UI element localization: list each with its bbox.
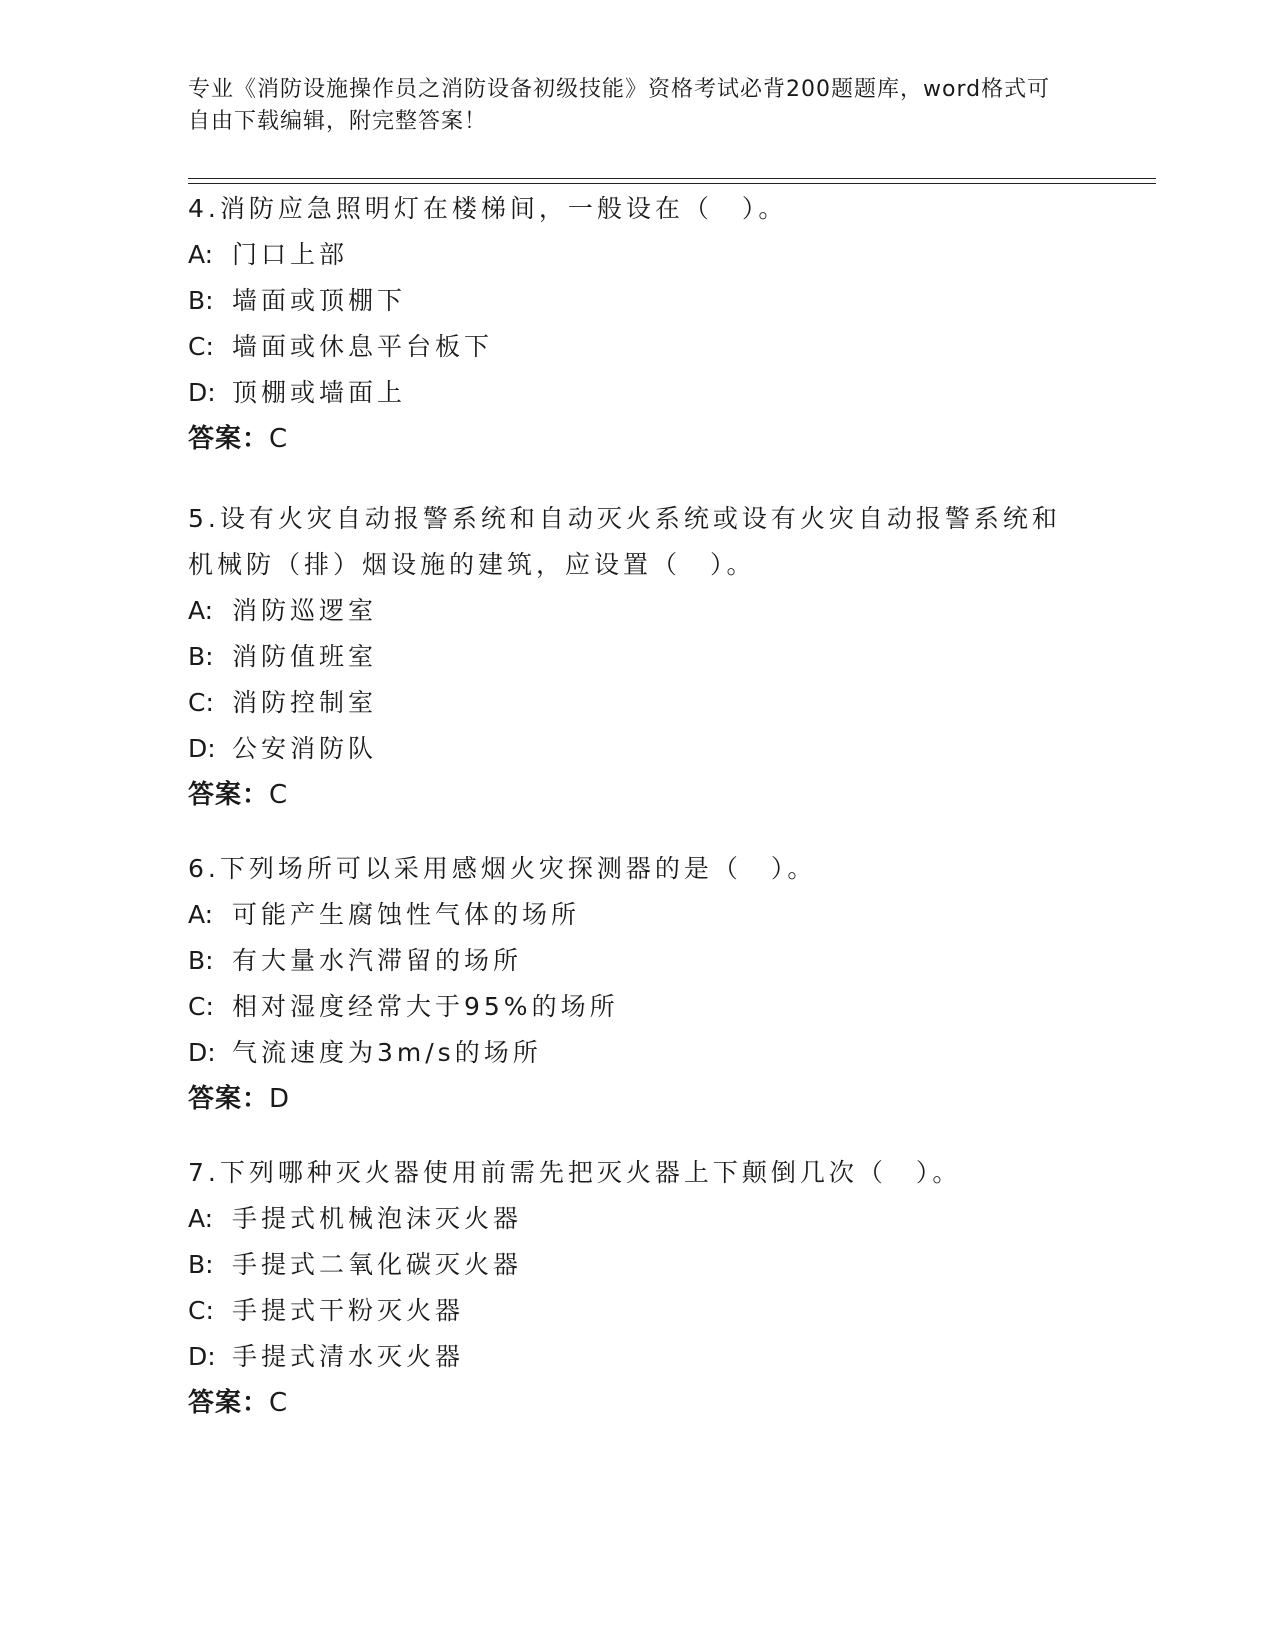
option-text: 手提式二氧化碳灭火器 <box>232 1250 523 1279</box>
option-a <box>188 232 1088 278</box>
answer-value: C <box>269 424 289 454</box>
question-5 <box>188 496 1088 818</box>
question-stem: 7.下列哪种灭火器使用前需先把灭火器上下颠倒几次（ ）。 <box>188 1158 962 1187</box>
answer-value: C <box>269 1388 289 1418</box>
option-letter: D: <box>188 378 216 407</box>
option-c <box>188 324 1088 370</box>
option-c <box>188 1288 1088 1334</box>
option-letter: A: <box>188 1204 214 1233</box>
option-b <box>188 1242 1088 1288</box>
option-a <box>188 1196 1088 1242</box>
answer-label: 答案： <box>188 1388 270 1418</box>
option-b <box>188 938 1088 984</box>
option-text: 手提式清水灭火器 <box>232 1342 465 1371</box>
question-stem: 5.设有火灾自动报警系统和自动灭火系统或设有火灾自动报警系统和机械防（排）烟设施的建筑，应设置（ ）。 <box>188 504 1061 579</box>
option-d <box>188 370 1088 416</box>
option-text: 顶棚或墙面上 <box>232 378 407 407</box>
option-a <box>188 588 1088 634</box>
question-stem: 6.下列场所可以采用感烟火灾探测器的是（ ）。 <box>188 854 817 883</box>
question-7 <box>188 1150 1088 1426</box>
option-text: 门口上部 <box>232 240 349 269</box>
answer-label: 答案： <box>188 1084 270 1114</box>
header-divider-bottom <box>188 183 1156 184</box>
option-text: 相对湿度经常大于95%的场所 <box>232 992 619 1021</box>
option-letter: D: <box>188 1342 216 1371</box>
option-text: 气流速度为3m/s的场所 <box>232 1038 542 1067</box>
option-a <box>188 892 1088 938</box>
option-letter: B: <box>188 1250 214 1279</box>
option-letter: A: <box>188 900 214 929</box>
option-letter: C: <box>188 332 214 361</box>
option-text: 有大量水汽滞留的场所 <box>232 946 523 975</box>
option-letter: D: <box>188 1038 216 1067</box>
question-6 <box>188 846 1088 1122</box>
answer-line <box>188 772 1088 818</box>
option-letter: B: <box>188 286 214 315</box>
answer-line <box>188 416 1088 462</box>
question-4 <box>188 186 1088 462</box>
option-letter: C: <box>188 992 214 1021</box>
option-d <box>188 726 1088 772</box>
option-text: 公安消防队 <box>232 734 378 763</box>
option-d <box>188 1334 1088 1380</box>
answer-value: D <box>269 1084 291 1114</box>
answer-line <box>188 1380 1088 1426</box>
option-text: 手提式机械泡沫灭火器 <box>232 1204 523 1233</box>
answer-label: 答案： <box>188 424 270 454</box>
answer-value: C <box>269 780 289 810</box>
answer-label: 答案： <box>188 780 270 810</box>
option-d <box>188 1030 1088 1076</box>
option-b <box>188 278 1088 324</box>
option-letter: C: <box>188 1296 214 1325</box>
option-letter: D: <box>188 734 216 763</box>
option-b <box>188 634 1088 680</box>
option-c <box>188 984 1088 1030</box>
header-divider-top <box>188 178 1156 179</box>
question-stem: 4.消防应急照明灯在楼梯间，一般设在（ ）。 <box>188 194 788 223</box>
option-text: 消防值班室 <box>232 642 378 671</box>
option-letter: B: <box>188 946 214 975</box>
option-c <box>188 680 1088 726</box>
option-letter: A: <box>188 240 214 269</box>
option-text: 消防控制室 <box>232 688 378 717</box>
option-letter: A: <box>188 596 214 625</box>
option-text: 墙面或休息平台板下 <box>232 332 494 361</box>
option-text: 手提式干粉灭火器 <box>232 1296 465 1325</box>
option-letter: B: <box>188 642 214 671</box>
option-letter: C: <box>188 688 214 717</box>
document-intro: 专业《消防设施操作员之消防设备初级技能》资格考试必背200题题库，word格式可自由下载编辑，附完整答案！ <box>188 77 1051 134</box>
option-text: 消防巡逻室 <box>232 596 378 625</box>
option-text: 墙面或顶棚下 <box>232 286 407 315</box>
option-text: 可能产生腐蚀性气体的场所 <box>232 900 581 929</box>
answer-line <box>188 1076 1088 1122</box>
